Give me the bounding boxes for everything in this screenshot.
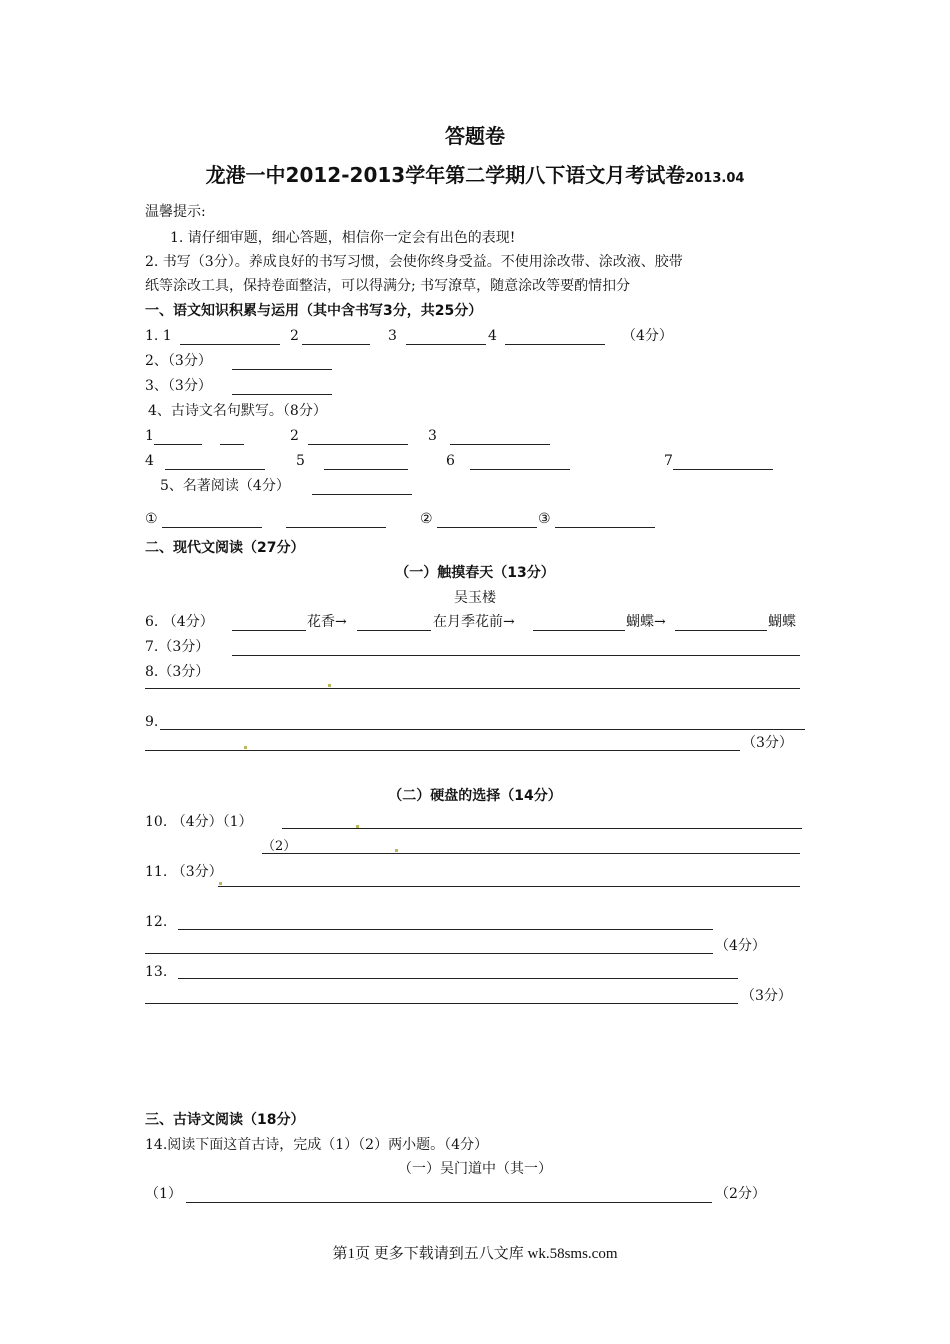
q3-label: 3、（3分） (145, 378, 212, 394)
q4-blank-7[interactable] (673, 469, 773, 470)
mark-dot (244, 746, 247, 749)
tip-2-line-a: 2. 书写（3分）。养成良好的书写习惯，会使你终身受益。不使用涂改带、涂改液、胶带 (145, 254, 683, 270)
q13-label: 13. (145, 964, 168, 980)
q6-blank-4[interactable] (675, 630, 767, 631)
q6-text-4: 蝴蝶 (768, 614, 796, 630)
q14-1-label: （1） (145, 1186, 182, 1202)
q4-num-6: 6 (446, 453, 455, 469)
q10-blank-1[interactable] (282, 828, 802, 829)
q6-text-3: 蝴蝶→ (626, 614, 666, 630)
q6-text-2: 在月季花前→ (433, 614, 515, 630)
q1-label: 1. 1 (145, 328, 172, 344)
exam-title (0, 165, 950, 185)
q2-label: 2、（3分） (145, 353, 212, 369)
q5-label: 5、名著阅读（4分） (160, 478, 290, 494)
q1-blank-4[interactable] (505, 344, 605, 345)
q10-label: 10. （4分）（1） (145, 814, 253, 830)
mark-dot (219, 882, 222, 885)
q1-score: （4分） (622, 328, 673, 344)
q5-blank-1b[interactable] (286, 527, 386, 528)
q4-num-7: 7 (664, 453, 673, 469)
q5-circle-2: ② (420, 511, 433, 527)
exam-date: 2013.04 (685, 171, 745, 186)
q1-blank-2[interactable] (302, 344, 370, 345)
q1-blank-1[interactable] (180, 344, 280, 345)
poem-title: （一）吴门道中（其一） (398, 1161, 552, 1177)
q6-text-1: 花香→ (307, 614, 347, 630)
q12-blank-1[interactable] (178, 929, 713, 930)
q5-blank-2[interactable] (437, 527, 537, 528)
q10-sub-2: （2） (262, 839, 297, 854)
q3-blank[interactable] (232, 394, 332, 395)
q4-num-5: 5 (296, 453, 305, 469)
q4-num-2: 2 (290, 428, 299, 444)
q13-blank-1[interactable] (178, 978, 738, 979)
q2-blank[interactable] (232, 369, 332, 370)
q13-blank-2[interactable] (145, 1003, 738, 1004)
q5-circle-1: ① (145, 511, 158, 527)
q5-blank-3[interactable] (555, 527, 655, 528)
q9-score: （3分） (742, 735, 793, 751)
q6-blank-1[interactable] (232, 630, 306, 631)
q14-label: 14.阅读下面这首古诗，完成（1）（2）两小题。（4分） (145, 1137, 488, 1153)
q7-label: 7.（3分） (145, 639, 210, 655)
part1-author: 吴玉楼 (454, 590, 496, 606)
tips-label: 温馨提示: (145, 204, 206, 220)
q9-blank-1[interactable] (160, 729, 805, 730)
q10-blank-2[interactable] (262, 853, 800, 854)
q5-blank-main[interactable] (312, 494, 412, 495)
q14-1-score: （2分） (715, 1186, 766, 1202)
q4-num-4: 4 (145, 453, 154, 469)
q4-label: 4、古诗文名句默写。（8分） (148, 403, 327, 419)
part1-title: （一）触摸春天（13分） (395, 565, 555, 581)
q4-blank-5[interactable] (324, 469, 408, 470)
mark-dot (356, 825, 359, 828)
q4-blank-1a[interactable] (154, 444, 202, 445)
q6-label: 6. （4分） (145, 614, 214, 630)
part2-title: （二）硬盘的选择（14分） (388, 788, 562, 804)
q11-blank[interactable] (218, 886, 800, 887)
q1-blank-3[interactable] (406, 344, 486, 345)
section2-heading: 二、现代文阅读（27分） (145, 540, 305, 556)
q5-blank-1[interactable] (162, 527, 262, 528)
page-title: 答题卷 (445, 124, 505, 148)
tip-1: 1. 请仔细审题，细心答题，相信你一定会有出色的表现! (170, 230, 516, 246)
q8-blank[interactable] (145, 688, 800, 689)
mark-dot (328, 684, 331, 687)
section1-heading: 一、语文知识积累与运用（其中含书写3分，共25分） (145, 303, 483, 319)
q1-num-3: 3 (388, 328, 397, 344)
q4-blank-1b[interactable] (220, 444, 244, 445)
q6-blank-3[interactable] (533, 630, 625, 631)
tip-2-line-b: 纸等涂改工具，保持卷面整洁，可以得满分; 书写潦草，随意涂改等要酌情扣分 (145, 278, 631, 294)
q14-1-blank[interactable] (186, 1202, 712, 1203)
mark-dot (395, 849, 398, 852)
section3-heading: 三、古诗文阅读（18分） (145, 1112, 305, 1128)
page-footer: 第1页 更多下载请到五八文库 wk.58sms.com (332, 1246, 618, 1262)
q1-num-4: 4 (488, 328, 497, 344)
q4-blank-4[interactable] (165, 469, 265, 470)
q6-blank-2[interactable] (357, 630, 431, 631)
q4-blank-3[interactable] (450, 444, 550, 445)
q12-blank-2[interactable] (145, 953, 713, 954)
q7-blank[interactable] (232, 655, 800, 656)
q13-score: （3分） (741, 988, 792, 1004)
exam-title-main: 龙港一中2012-2013学年第二学期八下语文月考试卷 (205, 163, 686, 187)
q4-num-1: 1 (145, 428, 154, 444)
q12-score: （4分） (715, 938, 766, 954)
q1-num-2: 2 (290, 328, 299, 344)
q9-label: 9. (145, 714, 159, 730)
q11-label: 11. （3分） (145, 864, 223, 880)
q5-circle-3: ③ (538, 511, 551, 527)
q4-blank-2[interactable] (308, 444, 408, 445)
q8-label: 8.（3分） (145, 664, 210, 680)
q4-num-3: 3 (428, 428, 437, 444)
q12-label: 12. (145, 914, 168, 930)
q4-blank-6[interactable] (470, 469, 570, 470)
q9-blank-2[interactable] (145, 750, 740, 751)
